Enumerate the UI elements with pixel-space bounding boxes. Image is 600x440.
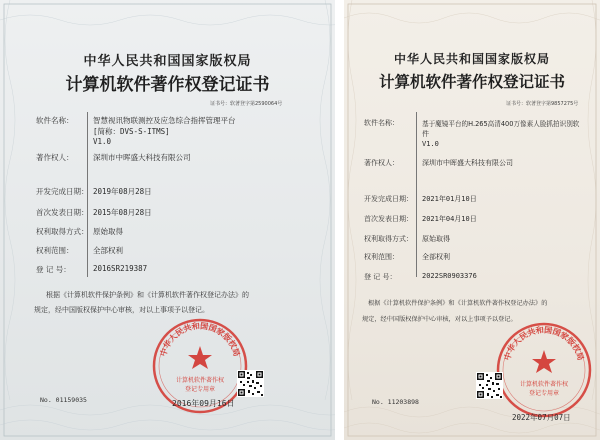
dev-date-value: 2019年08月28日 <box>93 187 152 196</box>
body-text-line2: 规定，经中国版权保护中心审核，对以上事项予以登记。 <box>362 316 517 323</box>
owner-value: 深圳市中晖盛大科技有限公司 <box>422 159 513 167</box>
issuer-title: 中华人民共和国国家版权局 <box>83 54 252 69</box>
divider-gap <box>335 0 344 440</box>
qr-code <box>237 370 264 397</box>
acquisition-label: 权利取得方式： <box>364 235 413 243</box>
reg-number-label: 登 记 号： <box>36 265 71 274</box>
certificate-right <box>344 0 600 440</box>
reg-number-label: 登 记 号： <box>364 273 397 281</box>
publish-date-label: 首次发表日期： <box>364 215 413 223</box>
software-version: V1.0 <box>422 140 439 148</box>
issue-date: 2016年09月16日 <box>172 399 235 408</box>
publish-date-value: 2015年08月28日 <box>93 208 152 217</box>
software-short-name: [简称：DVS-S-ITMS] <box>93 127 170 136</box>
certificate-title: 计算机软件著作权登记证书 <box>378 72 565 91</box>
body-text-line2: 规定，经中国版权保护中心审核，对以上事项予以登记。 <box>34 306 209 314</box>
svg-text:登记专用章: 登记专用章 <box>528 390 560 397</box>
software-name-cont: 件 <box>422 130 429 138</box>
acquisition-value: 原始取得 <box>422 235 450 243</box>
software-name-label: 软件名称： <box>36 116 74 125</box>
qr-code <box>476 372 503 399</box>
svg-text:计算机软件著作权: 计算机软件著作权 <box>175 377 225 384</box>
svg-text:中华人民共和国国家版权局: 中华人民共和国国家版权局 <box>158 321 242 358</box>
certificate-title: 计算机软件著作权登记证书 <box>65 75 270 95</box>
serial-number: No. 11203898 <box>372 398 419 406</box>
body-text-line1: 根据《计算机软件保护条例》和《计算机软件著作权登记办法》的 <box>46 291 249 299</box>
red-seal <box>494 320 594 420</box>
publish-date-value: 2021年04月10日 <box>422 215 477 223</box>
svg-text:计算机软件著作权: 计算机软件著作权 <box>519 381 569 388</box>
certificate-number: 证书号：软著登字第2590064号 <box>210 101 283 107</box>
issue-date: 2022年07月07日 <box>512 413 571 422</box>
reg-number-value: 2022SR0903376 <box>422 272 477 280</box>
publish-date-label: 首次发表日期： <box>36 208 89 217</box>
software-name-label: 软件名称： <box>364 119 399 127</box>
scope-value: 全部权利 <box>422 253 450 261</box>
field-separator <box>416 112 417 277</box>
acquisition-label: 权利取得方式： <box>36 227 89 236</box>
scope-value: 全部权利 <box>93 246 123 255</box>
owner-label: 著作权人： <box>36 153 74 162</box>
owner-value: 深圳市中晖盛大科技有限公司 <box>93 153 191 162</box>
serial-number: No. 01159035 <box>40 396 87 404</box>
svg-text:登记专用章: 登记专用章 <box>184 386 216 393</box>
software-name-value: 智慧视讯物联测控及应急综合指挥管理平台 <box>93 116 236 125</box>
software-version: V1.0 <box>93 137 112 146</box>
dev-date-label: 开发完成日期： <box>364 195 413 203</box>
dev-date-value: 2021年01月10日 <box>422 195 477 203</box>
scope-label: 权利范围： <box>36 246 74 255</box>
software-name-value: 基于魔镜平台的H.265高清400万像素人脸抓拍识别软 <box>422 120 580 128</box>
acquisition-value: 原始取得 <box>93 227 123 236</box>
dev-date-label: 开发完成日期： <box>36 187 89 196</box>
issuer-title: 中华人民共和国国家版权局 <box>393 52 550 66</box>
reg-number-value: 2016SR219387 <box>93 264 148 273</box>
scope-label: 权利范围： <box>364 253 399 261</box>
certificate-number: 证书号：软著登字第9857275号 <box>506 101 579 107</box>
body-text-line1: 根据《计算机软件保护条例》和《计算机软件著作权登记办法》的 <box>368 300 548 307</box>
owner-label: 著作权人： <box>364 159 399 167</box>
svg-text:中华人民共和国国家版权局: 中华人民共和国国家版权局 <box>502 325 586 362</box>
